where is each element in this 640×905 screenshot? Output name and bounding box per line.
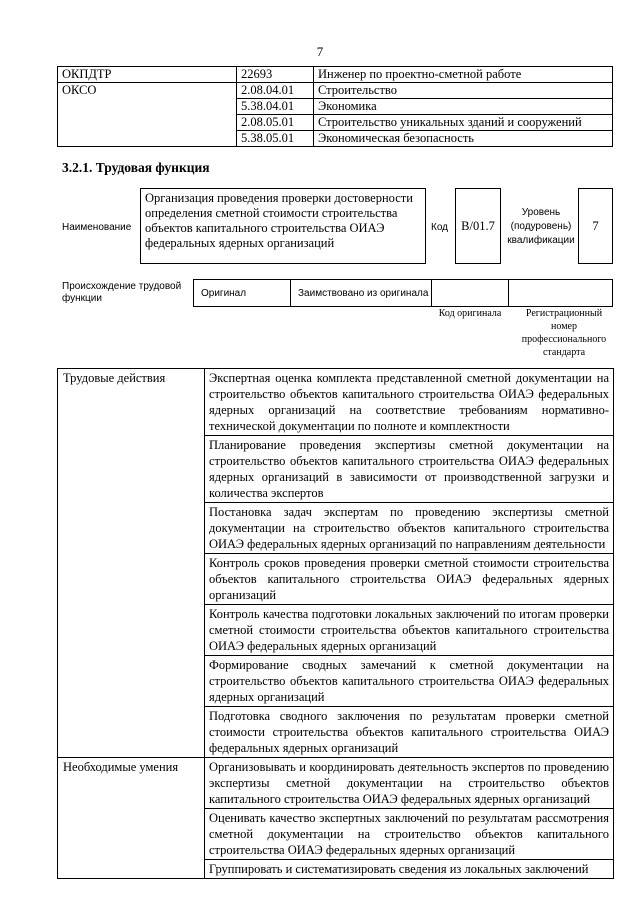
origin-reg-number-cell (508, 279, 613, 307)
table-row (58, 83, 613, 99)
name-label: Наименование (62, 222, 132, 233)
origin-code-cell (431, 279, 509, 307)
origin-original-cell: Оригинал (193, 279, 291, 307)
qualification-level-box: 7 (578, 188, 613, 264)
classifier-code: 2.08.05.01 (237, 115, 314, 131)
labor-action-item: Планирование проведения экспертизы сметной документации на строительство объектов капитального строительства ОИАЭ федеральных ядерных организаций в зависимости от производственной загрузки и количества экспертов (205, 436, 614, 503)
code-original-label: Код оригинала (438, 308, 502, 319)
reg-number-label: Регистрационный номер профессионального стандарта (521, 308, 607, 358)
classifier-title: Строительство уникальных зданий и сооружений (314, 115, 613, 131)
labor-action-item: Постановка задач экспертам по проведению экспертизы сметной документации на строительство объектов капитального строительства ОИАЭ федеральных ядерных организаций по направлениям деятельности (205, 503, 614, 554)
labor-action-item: Экспертная оценка комплекта представленной сметной документации на строительство объектов капитального строительства ОИАЭ федеральных ядерных организаций на соответствие требованиям нормативно-технической документации по полноте и комплектности (205, 369, 614, 436)
classifier-code: 2.08.04.01 (237, 83, 314, 99)
classifier-title: Экономика (314, 99, 613, 115)
table-row (58, 369, 614, 436)
required-skills-label: Необходимые умения (58, 758, 205, 879)
classifier-title: Строительство (314, 83, 613, 99)
classifier-title: Экономическая безопасность (314, 131, 613, 147)
function-name-box: Организация проведения проверки достоверности определения сметной стоимости строительства объектов капитального строительства ОИАЭ федеральных ядерных организаций (140, 188, 426, 264)
origin-borrowed-cell: Заимствовано из оригинала (290, 279, 432, 307)
table-row (58, 67, 613, 83)
qualification-level-label: Уровень (подуровень) квалификации (507, 207, 575, 246)
skill-item: Группировать и систематизировать сведения из локальных заключений (205, 860, 614, 879)
labor-action-item: Подготовка сводного заключения по результатам проверки сметной стоимости строительства объектов капитального строительства ОИАЭ федеральных ядерных организаций (205, 707, 614, 758)
section-title: 3.2.1. Трудовая функция (62, 160, 210, 175)
skill-item: Оценивать качество экспертных заключений по результатам рассмотрения сметной документации на строительство объектов капитального строительства ОИАЭ федеральных ядерных организаций (205, 809, 614, 860)
classifier-name: ОКПДТР (58, 67, 237, 83)
classifier-code: 22693 (237, 67, 314, 83)
classifier-name: ОКСО (58, 83, 237, 147)
labor-action-item: Контроль сроков проведения проверки сметной стоимости строительства объектов капитального строительства ОИАЭ федеральных ядерных организаций (205, 554, 614, 605)
skill-item: Организовывать и координировать деятельность экспертов по проведению экспертизы сметной документации на строительство объектов капитального строительства ОИАЭ федеральных ядерных организаций (205, 758, 614, 809)
labor-action-item: Контроль качества подготовки локальных заключений по итогам проверки сметной стоимости строительства объектов капитального строительства ОИАЭ федеральных ядерных организаций (205, 605, 614, 656)
origin-label: Происхождение трудовой функции (62, 281, 182, 304)
labor-action-item: Формирование сводных замечаний к сметной документации на строительство объектов капитального строительства ОИАЭ федеральных ядерных организаций (205, 656, 614, 707)
function-code-box: B/01.7 (455, 188, 501, 264)
page-number: 7 (316, 44, 324, 59)
classifier-codes-table (57, 66, 613, 147)
labor-actions-label: Трудовые действия (58, 369, 205, 758)
classifier-code: 5.38.05.01 (237, 131, 314, 147)
table-row (58, 758, 614, 809)
classifier-title: Инженер по проектно-сметной работе (314, 67, 613, 83)
code-label: Код (431, 222, 449, 233)
classifier-code: 5.38.04.01 (237, 99, 314, 115)
origin-row (193, 279, 613, 307)
labor-function-table (57, 368, 614, 879)
